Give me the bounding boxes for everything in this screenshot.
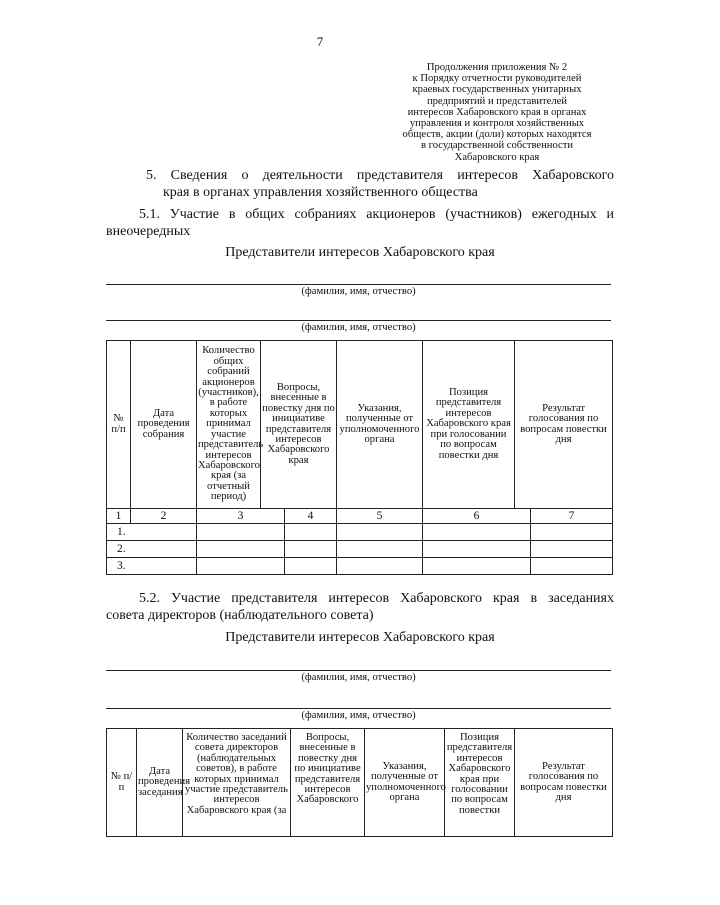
section-5-2-line: 5.2. Участие представителя интересов Хабаровского края в заседаниях: [139, 591, 614, 606]
column-number: 2: [131, 509, 197, 524]
header-cell: Указания, полученные от уполномоченного органа: [337, 341, 423, 509]
header-cell: Результат голосования по вопросам повестки дня: [515, 729, 613, 837]
section-5-title: [106, 167, 614, 201]
fio-caption: (фамилия, имя, отчество): [301, 322, 416, 333]
row-number: 1.: [107, 524, 197, 541]
appendix-line: краевых государственных унитарных: [412, 84, 582, 96]
appendix-line: интересов Хабаровского края в органах: [407, 106, 587, 118]
appendix-line: обществ, акции (доли) которых находятся: [402, 129, 592, 141]
header-cell: Результат голосования по вопросам повестки дня: [515, 341, 613, 509]
table-cell: [531, 524, 613, 541]
table-cell: [285, 524, 337, 541]
header-cell: Количество заседаний совета директоров (наблюдательных советов), в работе которых принимал участие представитель интересов Хабаровского края (за: [183, 729, 291, 837]
table-cell: [337, 541, 423, 558]
table-cell: [285, 558, 337, 575]
appendix-line: Продолжения приложения № 2: [426, 62, 568, 73]
header-cell: Количество общих собраний акционеров (участников), в работе которых принимал участие представитель интересов Хабаровского края (за отчетный период): [197, 341, 261, 509]
representatives-title: Представители интересов Хабаровского края: [225, 245, 495, 260]
table-cell: [423, 541, 531, 558]
fio-caption: (фамилия, имя, отчество): [301, 672, 416, 683]
table-cell: [531, 558, 613, 575]
page-number: 7: [316, 34, 324, 49]
board-meetings-table: [106, 728, 613, 837]
table-cell: [197, 541, 285, 558]
appendix-line: предприятий и представителей: [426, 95, 568, 107]
section-5-2-title: [106, 590, 614, 624]
row-number: 2.: [107, 541, 197, 558]
header-cell: № п/п: [107, 729, 137, 837]
header-cell: Позиция представителя интересов Хабаровского края при голосовании по вопросам повестки: [445, 729, 515, 837]
table-cell: [423, 524, 531, 541]
header-cell: Указания, полученные от уполномоченного органа: [365, 729, 445, 837]
column-number: 5: [337, 509, 423, 524]
table-cell: [197, 558, 285, 575]
header-cell: Вопросы, внесенные в повестку дня по инициативе представителя интересов Хабаровского: [291, 729, 365, 837]
header-cell: Вопросы, внесенные в повестку дня по инициативе представителя интересов Хабаровского края: [261, 341, 337, 509]
table-cell: [337, 558, 423, 575]
table-cell: [423, 558, 531, 575]
table-cell: [197, 524, 285, 541]
fio-caption: (фамилия, имя, отчество): [301, 286, 416, 297]
header-cell: Дата проведения заседания: [137, 729, 183, 837]
header-cell: Дата проведения собрания: [131, 341, 197, 509]
section-5-title-line: 5. Сведения о деятельности представителя интересов Хабаровского: [146, 168, 614, 183]
table-cell: [285, 541, 337, 558]
column-number: 6: [423, 509, 531, 524]
fio-caption: (фамилия, имя, отчество): [301, 710, 416, 721]
header-cell: № п/п: [107, 341, 131, 509]
appendix-line: управления и контроля хозяйственных: [409, 118, 585, 130]
fio-line: [106, 284, 611, 285]
representatives-title: Представители интересов Хабаровского края: [225, 630, 495, 645]
column-number: 1: [107, 509, 131, 524]
header-cell: Позиция представителя интересов Хабаровского края при голосовании по вопросам повестки дня: [423, 341, 515, 509]
fio-line: [106, 708, 611, 709]
column-number: 7: [531, 509, 613, 524]
column-number: 4: [285, 509, 337, 524]
section-5-1-title: [106, 206, 614, 240]
fio-line: [106, 320, 611, 321]
section-5-title-line: края в органах управления хозяйственного общества: [163, 185, 478, 200]
section-5-1-line: 5.1. Участие в общих собраниях акционеров (участников) ежегодных и: [139, 207, 614, 222]
table-cell: [531, 541, 613, 558]
section-5-1-line: внеочередных: [106, 224, 191, 239]
table-row: [107, 558, 613, 575]
table-row: [107, 541, 613, 558]
appendix-line: в государственной собственности: [420, 140, 574, 152]
fio-line: [106, 670, 611, 671]
table-cell: [337, 524, 423, 541]
appendix-header: [368, 62, 626, 163]
meetings-table: [106, 340, 613, 575]
table-row: [107, 524, 613, 541]
column-number: 3: [197, 509, 285, 524]
section-5-2-line: совета директоров (наблюдательного совета): [106, 608, 374, 623]
row-number: 3.: [107, 558, 197, 575]
appendix-line: к Порядку отчетности руководителей: [412, 73, 582, 85]
appendix-line: Хабаровского края: [454, 151, 540, 163]
